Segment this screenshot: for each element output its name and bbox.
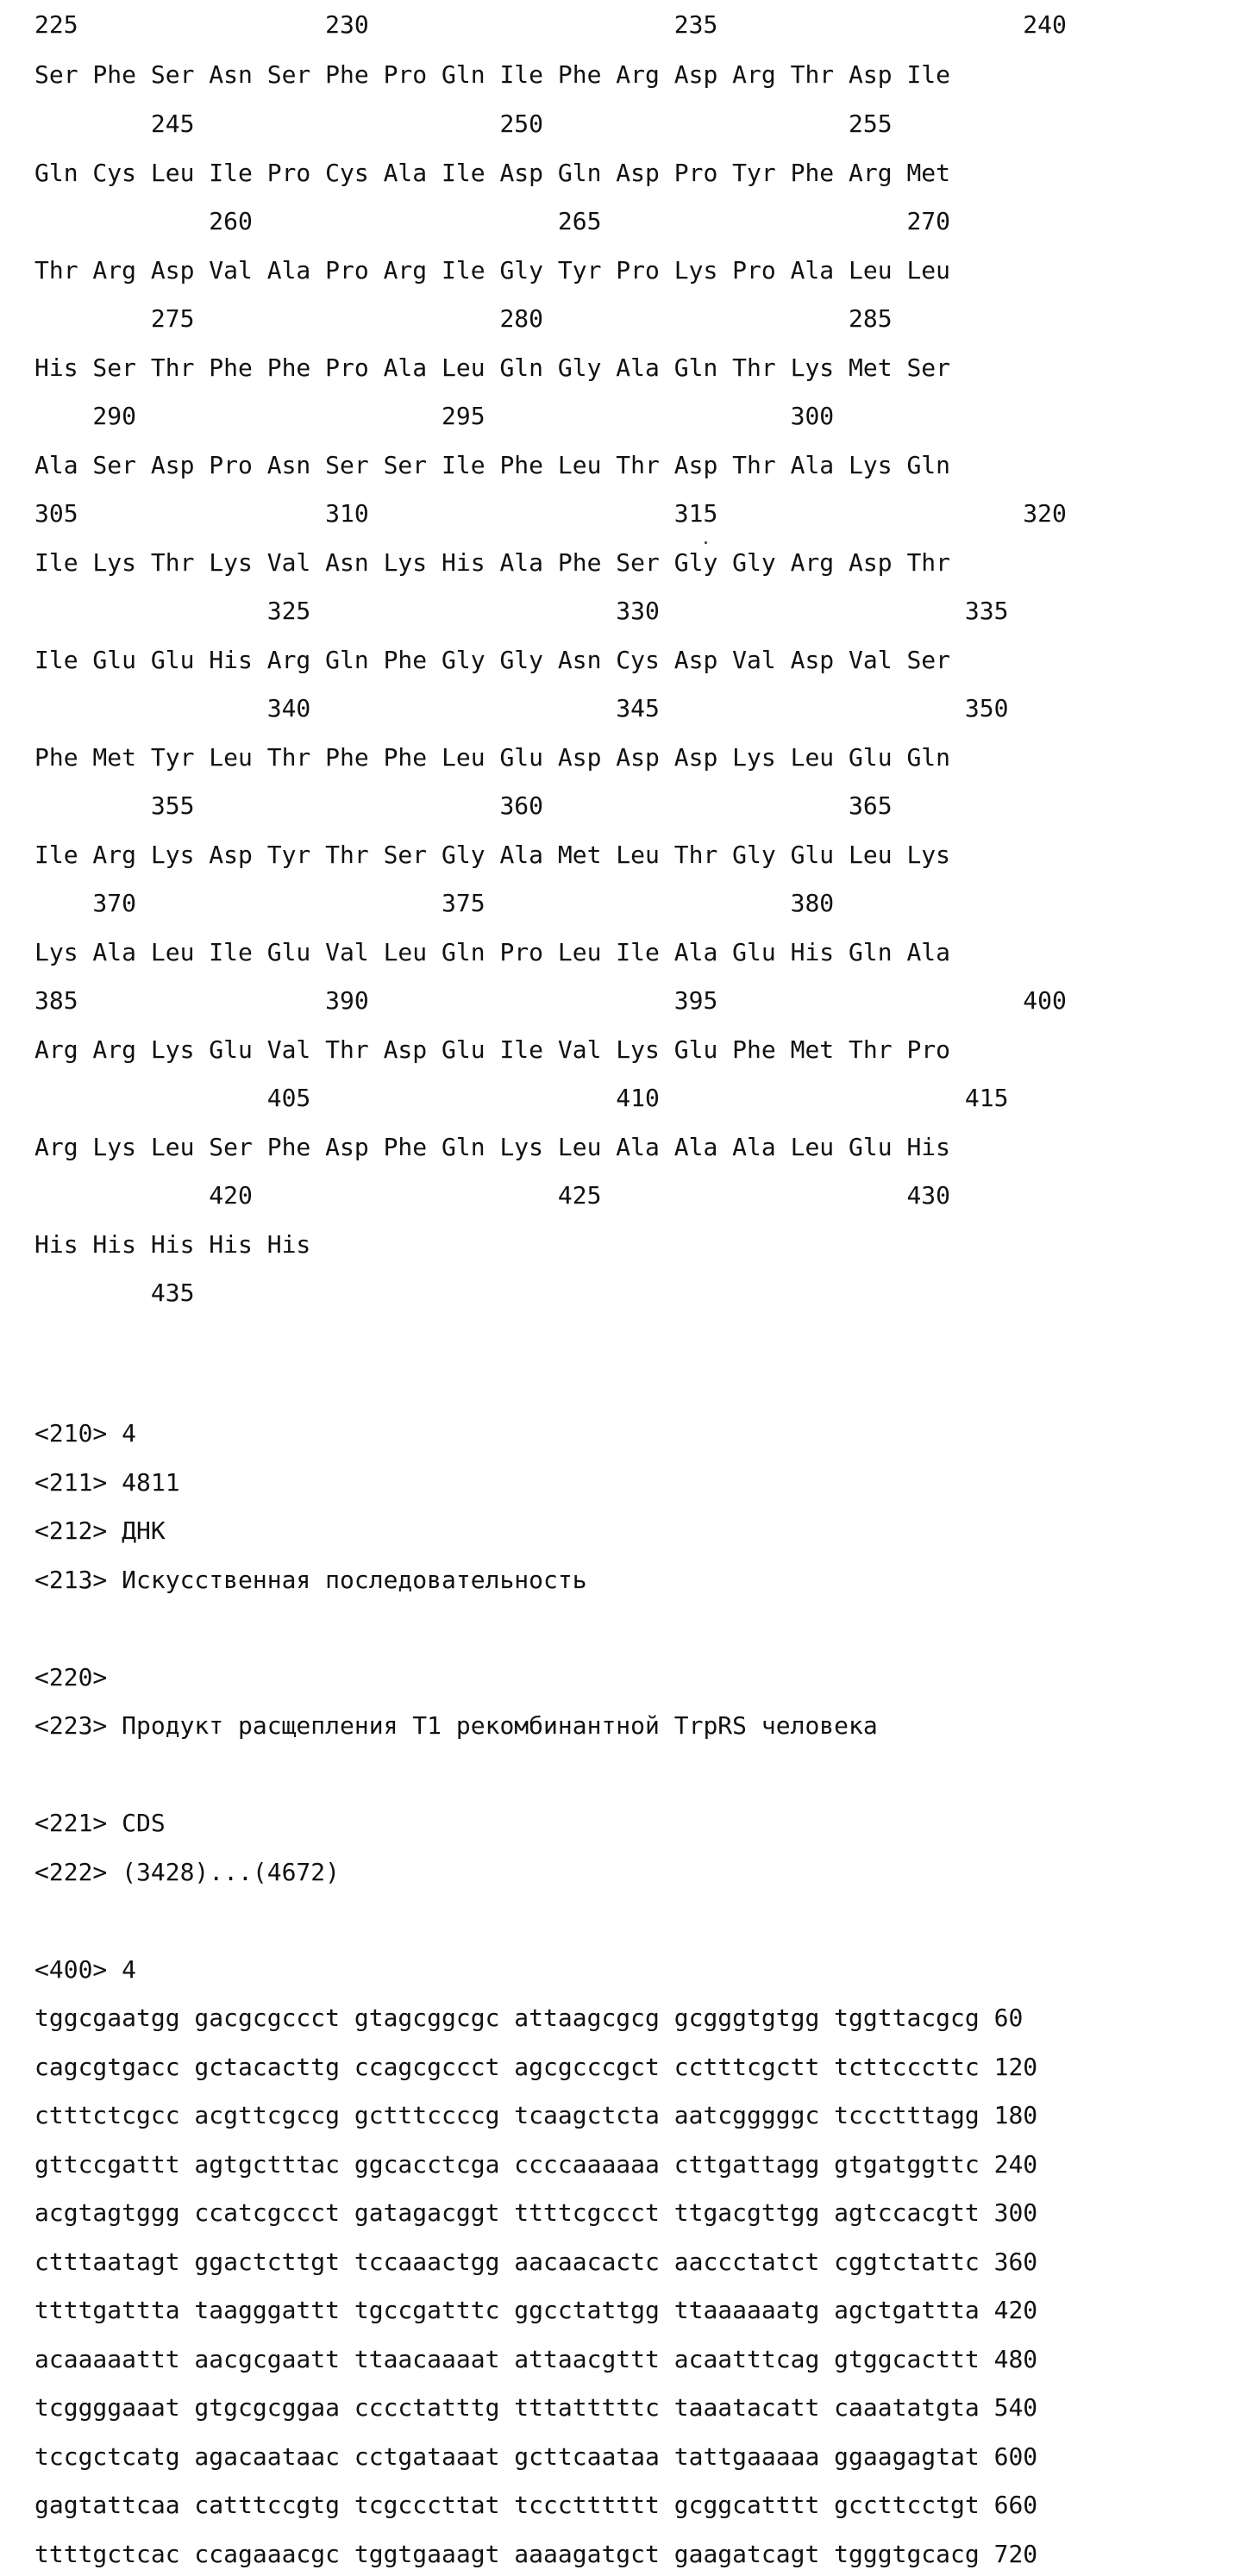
dna-sequence-line: ttttgattta taagggattt tgccgatttc ggcctattgg ttaaaaaatg agctgattta 420: [34, 2296, 1038, 2324]
residue-numbers: 325 330 335: [34, 597, 1009, 625]
residue-numbers: 275 280 285: [34, 304, 893, 333]
dna-sequence-line: ctttaatagt ggactcttgt tccaaactgg aacaacactc aaccctatct cggtctattc 360: [34, 2248, 1038, 2276]
dna-sequence-line: tccgctcatg agacaataac cctgataaat gcttcaataa tattgaaaaa ggaagagtat 600: [34, 2442, 1038, 2471]
dna-sequence-line: cagcgtgacc gctacacttg ccagcgccct agcgcccgct cctttcgctt tcttcccttc 120: [34, 2053, 1038, 2081]
residue-numbers: 420 425 430: [34, 1181, 951, 1210]
residue-row: Ile Arg Lys Asp Tyr Thr Ser Gly Ala Met Leu Thr Gly Glu Leu Lys: [34, 841, 951, 869]
residue-numbers: 385 390 395 400: [34, 986, 1067, 1015]
residue-numbers: 370 375 380: [34, 889, 835, 917]
residue-row: Arg Arg Lys Glu Val Thr Asp Glu Ile Val Lys Glu Phe Met Thr Pro: [34, 1035, 951, 1064]
seq-id-line: <210> 4: [34, 1419, 137, 1447]
feature-location-line: <222> (3428)...(4672): [34, 1858, 341, 1886]
residue-numbers: 305 310 315 320: [34, 499, 1067, 528]
stray-dot: [705, 541, 707, 544]
residue-row: Ser Phe Ser Asn Ser Phe Pro Gln Ile Phe Arg Asp Arg Thr Asp Ile: [34, 60, 951, 89]
residue-numbers: 405 410 415: [34, 1084, 1009, 1112]
dna-sequence-line: ctttctcgcc acgttcgccg gctttccccg tcaagctcta aatcgggggc tccctttagg 180: [34, 2101, 1038, 2129]
dna-sequence-line: acaaaaattt aacgcgaatt ttaacaaaat attaacgttt acaatttcag gtggcacttt 480: [34, 2345, 1038, 2373]
residue-numbers: 245 250 255: [34, 109, 893, 138]
seq-organism-line: <213> Искусственная последовательность: [34, 1566, 587, 1594]
residue-row: Ile Glu Glu His Arg Gln Phe Gly Gly Asn Cys Asp Val Asp Val Ser: [34, 646, 951, 674]
residue-row: Arg Lys Leu Ser Phe Asp Phe Gln Lys Leu Ala Ala Ala Leu Glu His: [34, 1133, 951, 1161]
residue-numbers: 260 265 270: [34, 207, 951, 235]
residue-row: His Ser Thr Phe Phe Pro Ala Leu Gln Gly Ala Gln Thr Lys Met Ser: [34, 353, 951, 382]
residue-row: Ile Lys Thr Lys Val Asn Lys His Ala Phe Ser Gly Gly Arg Asp Thr: [34, 548, 951, 577]
dna-sequence-line: ttttgctcac ccagaaacgc tggtgaaagt aaaagatgct gaagatcagt tgggtgcacg 720: [34, 2540, 1038, 2568]
residue-row: Lys Ala Leu Ile Glu Val Leu Gln Pro Leu Ile Ala Glu His Gln Ala: [34, 938, 951, 966]
residue-row: Phe Met Tyr Leu Thr Phe Phe Leu Glu Asp Asp Asp Lys Leu Glu Gln: [34, 743, 951, 772]
residue-numbers-top: 225 230 235 240: [34, 10, 1067, 39]
dna-sequence-line: acgtagtggg ccatcgccct gatagacggt ttttcgccct ttgacgttgg agtccacgtt 300: [34, 2198, 1038, 2227]
feature-header-line: <220>: [34, 1663, 108, 1691]
residue-numbers: 290 295 300: [34, 402, 835, 430]
residue-numbers: 435: [34, 1279, 195, 1307]
feature-key-line: <221> CDS: [34, 1809, 166, 1837]
dna-sequence-line: tggcgaatgg gacgcgccct gtagcggcgc attaagcgcg gcgggtgtgg tggttacgcg 60: [34, 2004, 1024, 2032]
dna-sequence-line: gttccgattt agtgctttac ggcacctcga ccccaaaaaa cttgattagg gtgatggttc 240: [34, 2150, 1038, 2179]
residue-numbers: 355 360 365: [34, 791, 893, 820]
seq-type-line: <212> ДНК: [34, 1516, 166, 1545]
residue-row: Gln Cys Leu Ile Pro Cys Ala Ile Asp Gln Asp Pro Tyr Phe Arg Met: [34, 159, 951, 187]
residue-row: Ala Ser Asp Pro Asn Ser Ser Ile Phe Leu Thr Asp Thr Ala Lys Gln: [34, 451, 951, 479]
feature-description-line: <223> Продукт расщепления T1 рекомбинантной TrpRS человека: [34, 1711, 878, 1740]
residue-row: His His His His His: [34, 1230, 311, 1259]
residue-numbers: 340 345 350: [34, 694, 1009, 722]
residue-row: Thr Arg Asp Val Ala Pro Arg Ile Gly Tyr Pro Lys Pro Ala Leu Leu: [34, 256, 951, 284]
dna-sequence-line: gagtattcaa catttccgtg tcgcccttat tccctttttt gcggcatttt gccttcctgt 660: [34, 2491, 1038, 2519]
seq-length-line: <211> 4811: [34, 1468, 180, 1497]
sequence-start-line: <400> 4: [34, 1955, 137, 1984]
dna-sequence-line: tcggggaaat gtgcgcggaa cccctatttg tttatttttc taaatacatt caaatatgta 540: [34, 2393, 1038, 2422]
